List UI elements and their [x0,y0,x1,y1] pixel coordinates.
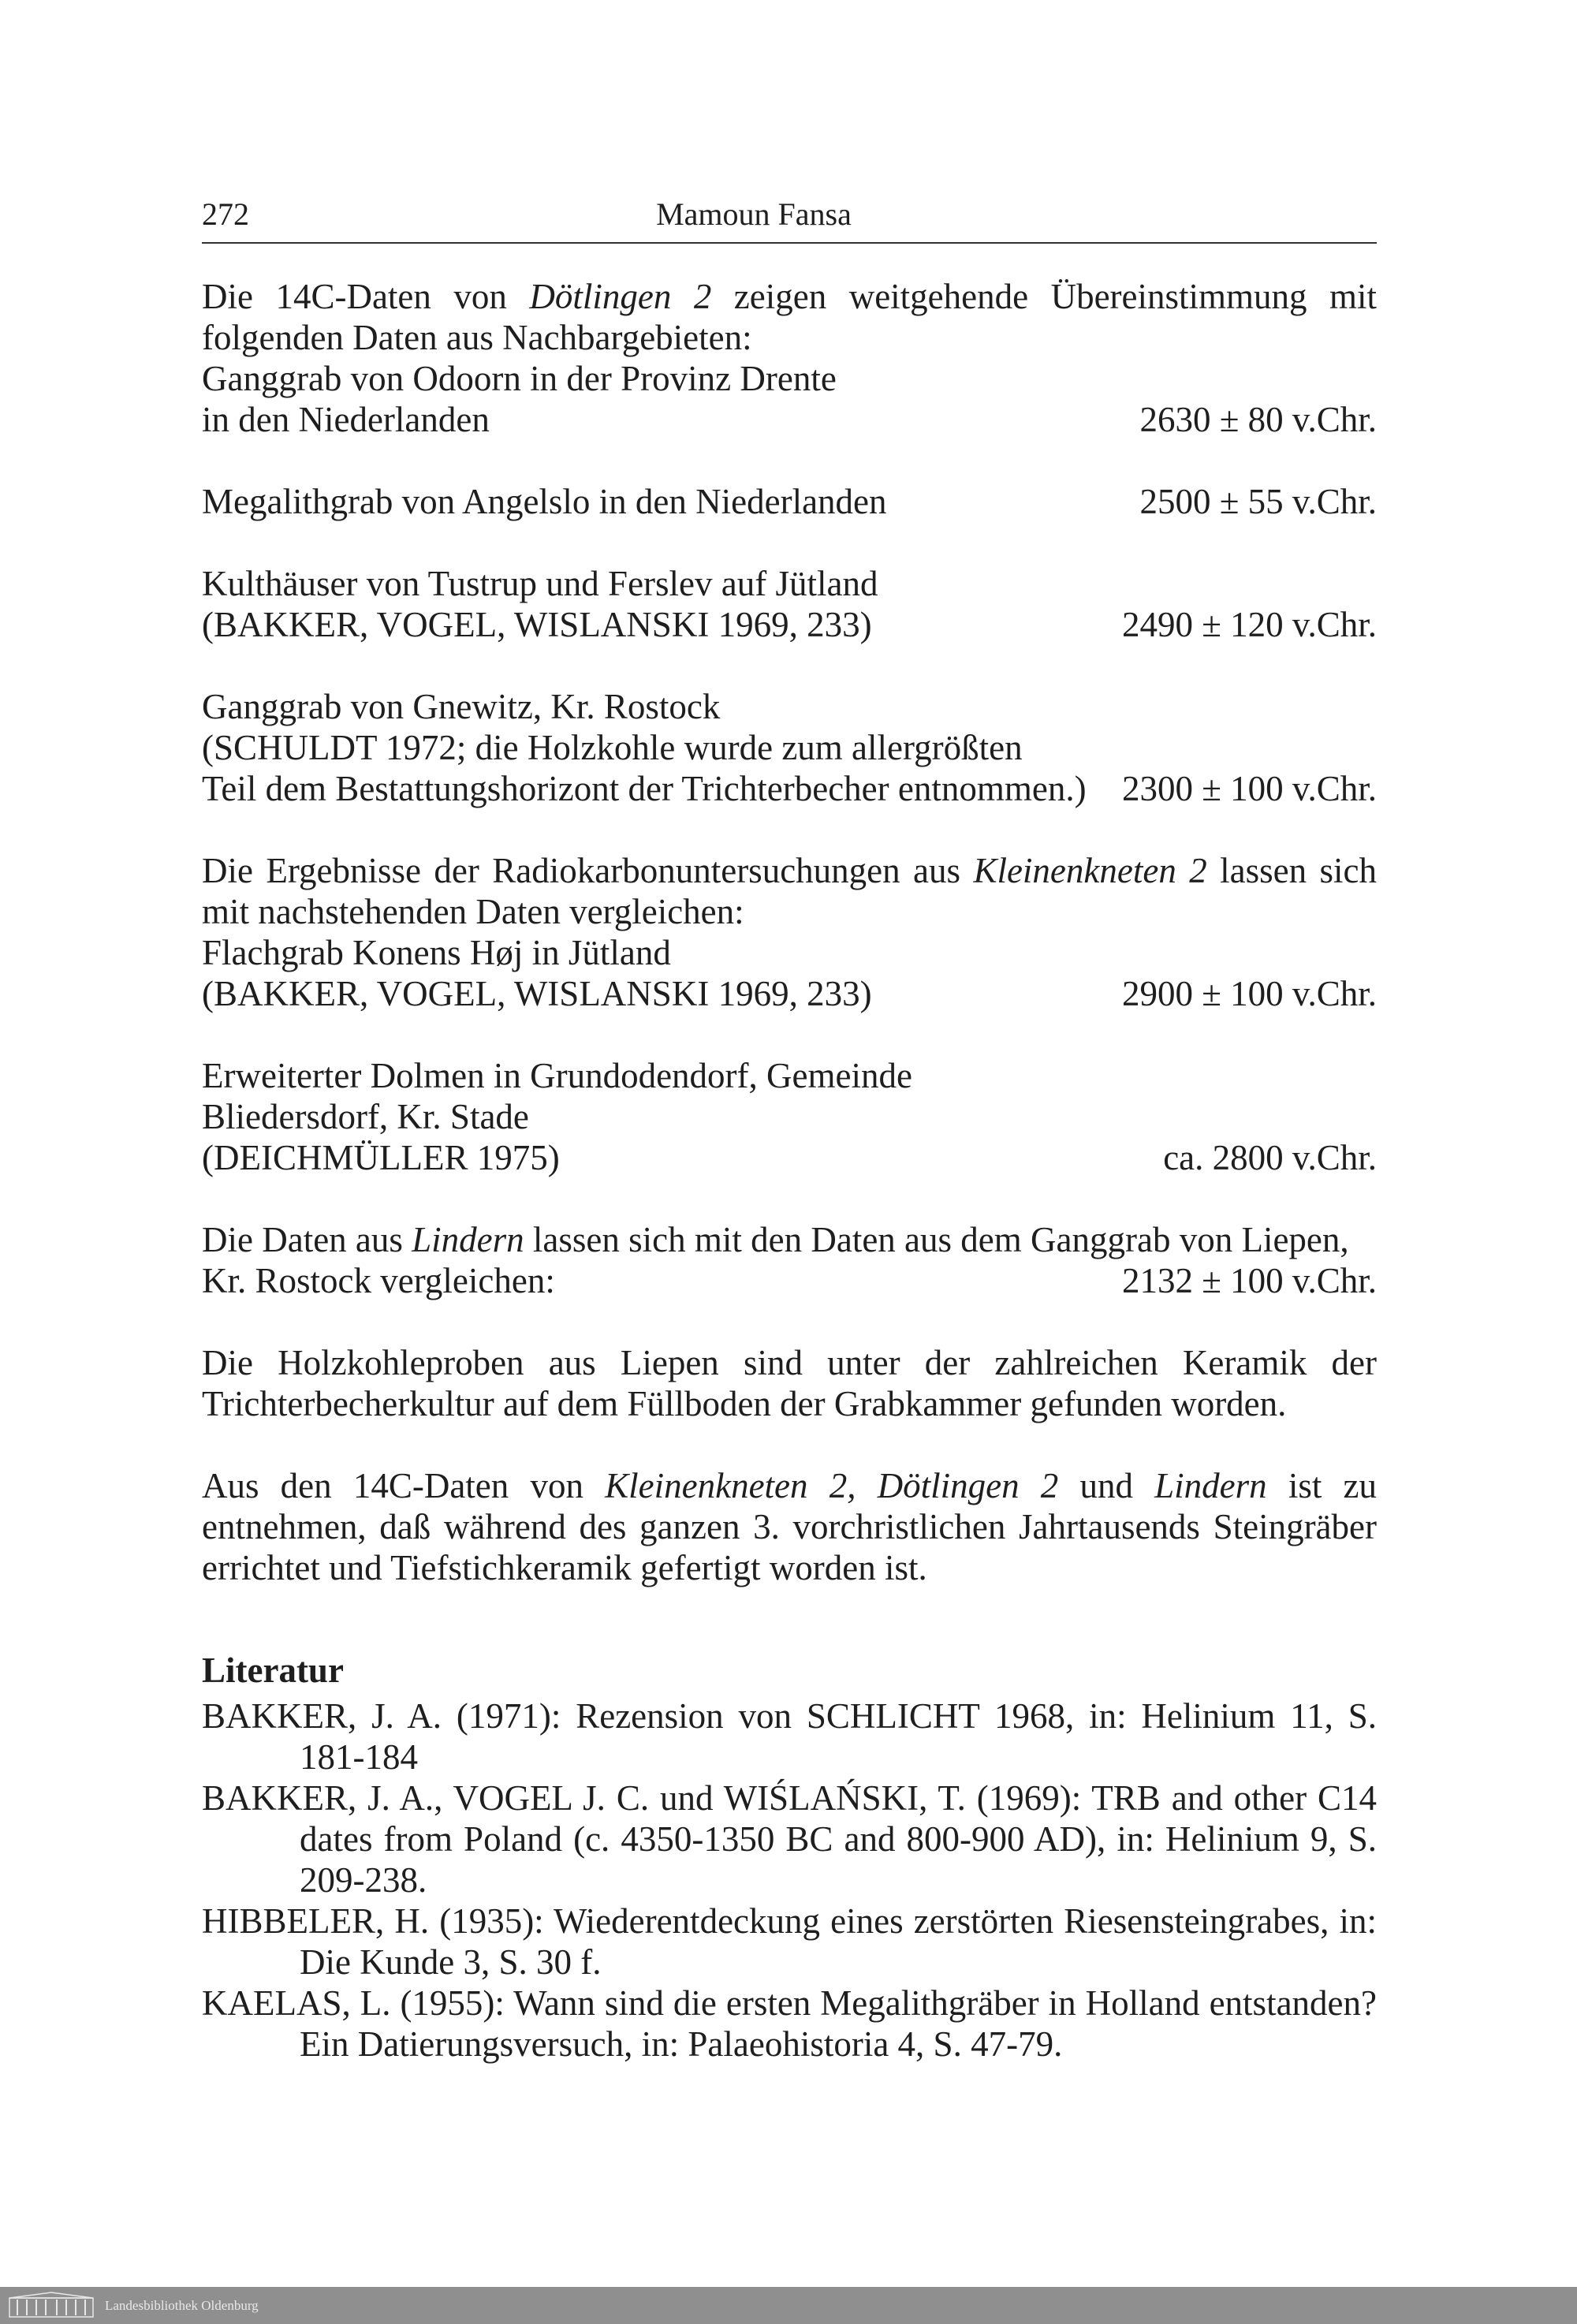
intro-paragraph-doetlingen [202,276,1377,358]
intro2-post: lassen sich mit nachstehenden Daten vergleichen: [202,851,1377,931]
reference-item: HIBBELER, H. (1935): Wiederentdeckung eines zerstörten Riesensteingrabes, in: Die Kunde 3, S. 30 f. [202,1901,1377,1982]
lindern-post: lassen sich mit den Daten aus dem Ganggrab von Liepen, [524,1220,1349,1259]
lindern-site: Lindern [412,1220,524,1259]
running-head [202,191,1377,238]
running-head-author: Mamoun Fansa [656,196,852,232]
entry-line: (BAKKER, VOGEL, WISLANSKI 1969, 233) [202,974,872,1013]
reference-item: KAELAS, L. (1955): Wann sind die ersten Megalithgräber in Holland entstanden? Ein Datierungsversuch, in: Palaeohistoria 4, S. 47-79. [202,1983,1377,2064]
reference-list [202,1695,1377,2065]
footer-bar [0,2287,1577,2324]
entry-line: Kr. Rostock vergleichen: [202,1261,555,1300]
library-name: Landesbibliothek Oldenburg [105,2298,259,2313]
date-entry-grundodendorf [202,1055,1377,1178]
intro2-site: Kleinenkneten 2 [973,851,1207,890]
paragraph-conclusion [202,1465,1377,1588]
entry-line: (SCHULDT 1972; die Holzkohle wurde zum allergrößten [202,728,1023,767]
date-value: 2132 ± 100 v.Chr. [1121,1261,1377,1300]
date-entry-lindern [202,1219,1377,1301]
date-value: 2490 ± 120 v.Chr. [1121,605,1377,644]
intro1-pre: Die 14C-Daten von [202,277,530,316]
entry-line: (DEICHMÜLLER 1975) [202,1138,560,1177]
reference-item: BAKKER, J. A. (1971): Rezension von SCHLICHT 1968, in: Helinium 11, S. 181-184 [202,1696,1377,1777]
entry-line: (BAKKER, VOGEL, WISLANSKI 1969, 233) [202,605,872,644]
entry-line: Ganggrab von Odoorn in der Provinz Drente [202,359,837,398]
literature-heading: Literatur [202,1651,344,1690]
date-value: ca. 2800 v.Chr. [1163,1138,1377,1177]
page-number: 272 [202,196,249,232]
conclusion-sites: Kleinenkneten 2, Dötlingen 2 [605,1466,1059,1505]
date-entry-konens-hoj [202,932,1377,1014]
intro2-pre: Die Ergebnisse der Radiokarbonuntersuchungen aus [202,851,974,890]
date-value: 2500 ± 55 v.Chr. [1139,482,1377,521]
intro1-site: Dötlingen 2 [529,277,712,316]
date-value: 2900 ± 100 v.Chr. [1121,974,1377,1013]
date-value: 2300 ± 100 v.Chr. [1121,769,1377,808]
entry-line: Flachgrab Konens Høj in Jütland [202,933,671,972]
intro1-post: zeigen weitgehende Übereinstimmung mit folgenden Daten aus Nachbargebieten: [202,277,1378,357]
entry-line: in den Niederlanden [202,400,490,439]
entry-line: Bliedersdorf, Kr. Stade [202,1097,529,1136]
paragraph-liepen: Die Holzkohleproben aus Liepen sind unter der zahlreichen Keramik der Trichterbecherkultur auf dem Füllboden der Grabkammer gefunden worden. [202,1343,1377,1423]
library-building-icon [8,2292,95,2318]
body-text [202,276,1377,2065]
entry-line: Kulthäuser von Tustrup und Ferslev auf Jütland [202,564,878,603]
lindern-pre: Die Daten aus [202,1220,412,1259]
date-entry-tustrup [202,563,1377,645]
intro-paragraph-kleinenkneten [202,850,1377,932]
entry-line: Ganggrab von Gnewitz, Kr. Rostock [202,687,721,726]
date-entry-gnewitz [202,686,1377,809]
date-value: 2630 ± 80 v.Chr. [1139,400,1377,439]
entry-line: Teil dem Bestattungshorizont der Trichterbecher entnommen.) [202,769,1087,808]
conclusion-post: ist zu entnehmen, daß während des ganzen 3. vorchristlichen Jahrtausends Steingräber errichtet und Tiefstichkeramik gefertigt worden ist. [202,1466,1377,1587]
conclusion-mid: und [1058,1466,1155,1505]
date-entry-angelslo [202,481,1377,522]
date-entry-odoorn [202,358,1377,440]
entry-line: Megalithgrab von Angelslo in den Niederlanden [202,482,887,521]
conclusion-pre: Aus den 14C-Daten von [202,1466,606,1505]
entry-line: Erweiterter Dolmen in Grundodendorf, Gemeinde [202,1056,912,1095]
header-rule [202,242,1377,244]
conclusion-site3: Lindern [1154,1466,1267,1505]
lindern-line1 [202,1219,1377,1260]
reference-item: BAKKER, J. A., VOGEL J. C. und WIŚLAŃSKI, T. (1969): TRB and other C14 dates from Poland (c. 4350-1350 BC and 800-900 AD), in: Helinium 9, S. 209-238. [202,1778,1377,1900]
